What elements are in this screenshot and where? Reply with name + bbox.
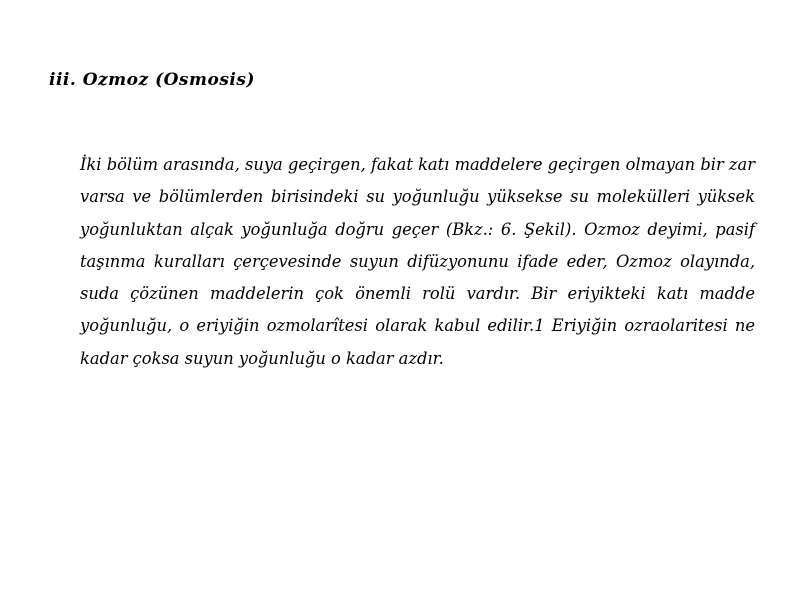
section-heading: iii. Ozmoz (Osmosis)	[49, 70, 255, 90]
body-paragraph: İki bölüm arasında, suya geçirgen, fakat katı maddelere geçirgen olmayan bir zar varsa ve bölümlerden birisindeki su yoğunluğu yüksekse su molekülleri yüksek yoğunluktan alçak yoğunluğa doğru geçer (Bkz.: 6. Şekil). Ozmoz deyimi, pasif taşınma kuralları çerçevesinde suyun difüzyonunu ifade eder, Ozmoz olayında, suda çözünen maddelerin çok önemli rolü vardır. Bir eriyikteki katı madde yoğunluğu, o eriyiğin ozmolarîtesi olarak kabul edilir.1 Eriyiğin ozraolaritesi ne kadar çoksa suyun yoğunluğu o kadar azdır.	[80, 155, 755, 368]
